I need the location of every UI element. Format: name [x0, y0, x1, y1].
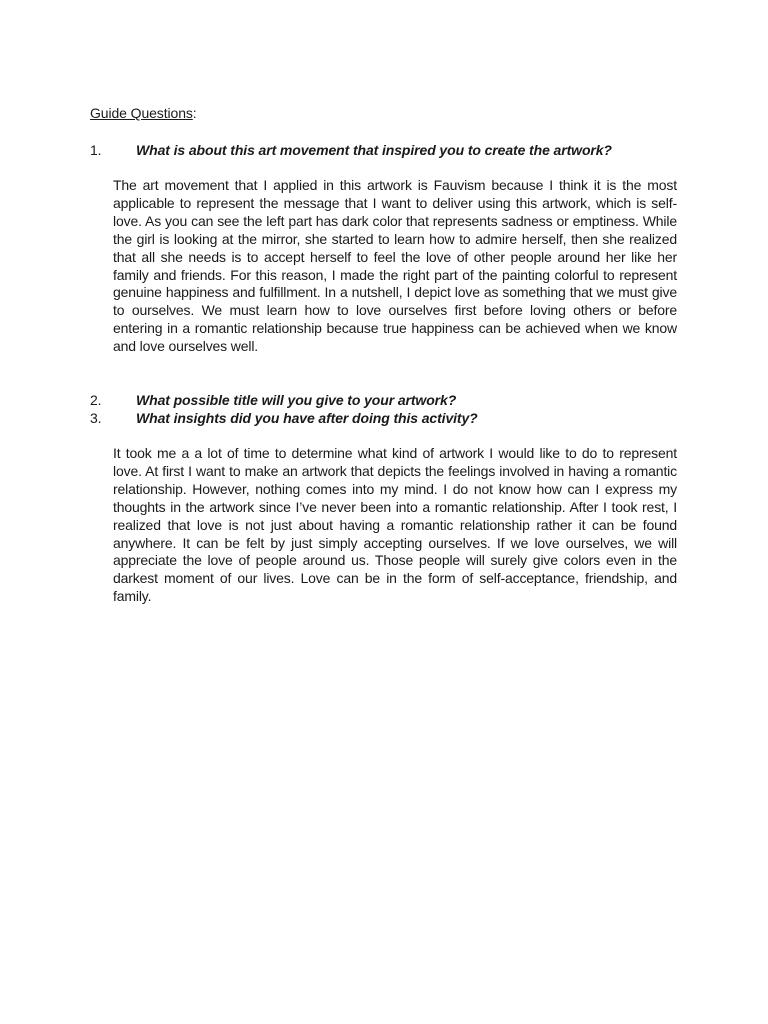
question-number: 3. — [90, 410, 102, 426]
answer-1-paragraph: The art movement that I applied in this artwork is Fauvism because I think it is the most applicable to represent the message that I want to deliver using this artwork, which is self-love. As you can see the left part has dark color that represents sadness or emptiness. While the girl is looking at the mirror, she started to learn how to admire herself, then she realized that all she needs is to accept herself to feel the love of other people around her like her family and friends. For this reason, I made the right part of the painting colorful to represent genuine happiness and fulfillment. In a nutshell, I depict love as something that we must give to ourselves. We must learn how to love ourselves first before loving others or before entering in a romantic relationship because true happiness can be achieved when we know and love ourselves well. — [113, 177, 677, 355]
heading-colon: : — [192, 105, 197, 121]
question-number: 1. — [90, 142, 102, 158]
question-text: What insights did you have after doing this activity? — [136, 410, 478, 426]
question-1 — [90, 141, 690, 159]
answer-3-paragraph: It took me a a lot of time to determine what kind of artwork I would like to do to represent love. At first I want to make an artwork that depicts the feelings involved in having a romantic relationship. However, nothing comes into my mind. I do not know how can I express my thoughts in the artwork since I’ve never been into a romantic relationship. After I took rest, I realized that love is not just about having a romantic relationship rather it can be found anywhere. It can be felt by just simply accepting ourselves. If we love ourselves, we will appreciate the love of people around us. Those people will surely give colors even in the darkest moment of our lives. Love can be in the form of self-acceptance, friendship, and family. — [113, 445, 677, 605]
heading-label: Guide Questions — [90, 105, 193, 121]
question-2 — [90, 391, 690, 409]
question-3 — [90, 409, 690, 427]
question-number: 2. — [90, 392, 102, 408]
guide-questions-heading — [90, 104, 197, 122]
question-text: What possible title will you give to your artwork? — [136, 392, 457, 408]
question-text: What is about this art movement that inspired you to create the artwork? — [136, 142, 612, 158]
